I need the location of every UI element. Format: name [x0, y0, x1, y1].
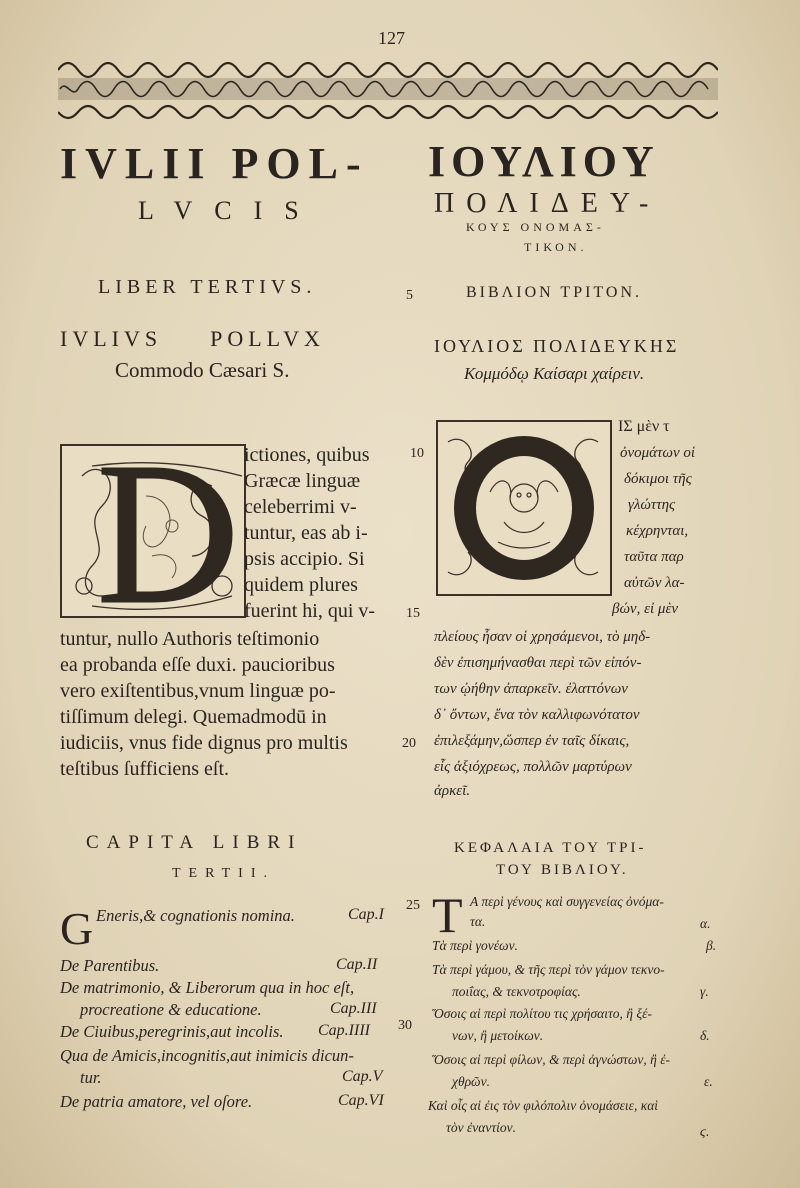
greek-subtitle-1: ΠΟΛΙΔΕΥ- [434, 188, 661, 219]
greek-line: ἀρκεῖ. [434, 783, 471, 799]
latin-line: tuntur, eas ab i- [244, 522, 368, 544]
initial-d-illustration [62, 446, 244, 616]
greek-toc-number: γ. [700, 984, 709, 999]
toc-entry: Qua de Amicis,incognitis,aut inimicis dicun- [60, 1046, 354, 1065]
greek-line: δ᾽ ὄντων, ἕνα τὸν καλλιφωνότατον [434, 707, 640, 723]
greek-chapters-heading: ΚΕΦΑΛΑΙΑ ΤΟΥ ΤΡΙ- [454, 840, 647, 856]
margin-number: 25 [406, 898, 420, 913]
latin-line: psis accipio. Si [244, 548, 365, 570]
page-number: 127 [378, 28, 405, 48]
greek-line: βών, εἰ μὲν [612, 601, 679, 617]
toc-entry-1: Eneris,& cognationis nomina. [96, 906, 295, 925]
greek-line: ταῦτα παρ [624, 549, 684, 565]
greek-line: δόκιμοι τῆς [624, 471, 692, 487]
toc-chapter-ref: Cap.IIII [318, 1022, 370, 1039]
margin-number: 20 [402, 736, 416, 751]
greek-toc-entry: Α περὶ γένους καὶ συγγενείας ὀνόμα- [470, 894, 664, 909]
margin-number: 30 [398, 1018, 412, 1033]
latin-line: ictiones, quibus [244, 444, 370, 466]
latin-line: fuerint hi, qui v- [244, 600, 376, 622]
greek-line: πλείους ἦσαν οἱ χρησάμενοι, τὸ μηδ- [434, 629, 651, 645]
greek-line: ΙΣ μὲν τ [618, 418, 670, 435]
toc-chapter-ref: Cap.V [342, 1068, 383, 1085]
greek-title: ΙΟΥΛΙΟΥ [428, 137, 660, 186]
greek-toc-entry: ποιΐας, & τεκνοτροφίας. [452, 984, 581, 999]
toc-entry: tur. [80, 1068, 102, 1087]
latin-line: tuntur, nullo Authoris teſtimonio [60, 628, 320, 650]
toc-chapter-ref: Cap.I [348, 906, 384, 923]
latin-line: tiſſimum delegi. Quemadmodū in [60, 706, 327, 728]
greek-toc-entry: χθρῶν. [452, 1074, 490, 1089]
greek-toc-entry: Τὰ περὶ γάμου, & τῆς περὶ τὸν γάμον τεκνο- [432, 962, 665, 977]
latin-title: IVLII POL- [60, 139, 369, 188]
decorated-initial-o [436, 420, 612, 596]
greek-toc-number: δ. [700, 1028, 710, 1043]
greek-toc-entry: Τὰ περὶ γονέων. [432, 938, 518, 953]
initial-o-illustration [438, 422, 610, 594]
greek-toc-number: ϛ. [700, 1124, 710, 1139]
margin-number: 10 [410, 446, 424, 461]
latin-salutation: Commodo Cæsari S. [115, 358, 290, 382]
greek-subtitle-3: ΤΙΚΟΝ. [524, 240, 588, 254]
latin-line: celeberrimi v- [244, 496, 357, 518]
toc-entry: De Ciuibus,peregrinis,aut incolis. [60, 1022, 284, 1041]
toc-entry: procreatione & educatione. [80, 1000, 262, 1019]
latin-author-line [60, 326, 400, 352]
greek-line: γλώττης [628, 497, 676, 513]
greek-line: των ᾠήθην ἀπαρκεῖν. ἐλαττόνων [434, 681, 628, 697]
latin-subtitle: LVCIS [138, 196, 321, 225]
latin-author-last: POLLVX [210, 326, 325, 351]
greek-line: ὀνομάτων οἱ [620, 445, 696, 461]
greek-toc-entry: νων, ἢ μετοίκων. [452, 1028, 544, 1043]
greek-toc-entry: Καὶ οἷς αἱ ἐις τὸν φιλόπολιν ὀνομάσειε, καὶ [428, 1098, 659, 1113]
latin-line: iudiciis, vnus fide dignus pro multis [60, 732, 348, 754]
latin-book-heading: LIBER TERTIVS. [98, 276, 317, 298]
latin-chapters-heading: CAPITA LIBRI [86, 832, 303, 853]
toc-entry: De Parentibus. [60, 956, 160, 975]
greek-toc-entry: Ὅσοις αἱ περὶ πολίτου τις χρήσαιτο, ἢ ξέ- [432, 1006, 652, 1021]
greek-subtitle-2: ΚΟΥΣ ΟΝΟΜΑΣ- [466, 220, 605, 234]
greek-line: κέχρηνται, [626, 523, 689, 539]
toc-initial-t: Τ [432, 887, 463, 943]
toc-chapter-ref: Cap.VI [338, 1092, 384, 1109]
toc-initial-g: G [60, 903, 94, 954]
latin-line: ea probanda eſſe duxi. paucioribus [60, 654, 335, 676]
greek-line: ἐπιλεξάμην,ὥσπερ ἐν ταῖς δίκαις, [434, 733, 630, 749]
latin-author-first: IVLIVS [60, 326, 163, 351]
greek-salutation: Κομμόδῳ Καίσαρι χαίρειν. [464, 364, 645, 383]
margin-number: 15 [406, 606, 420, 621]
toc-chapter-ref: Cap.II [336, 956, 378, 973]
greek-line: δὲν ἐπισημήνασθαι περὶ τῶν εἰπόν- [434, 655, 642, 671]
latin-line: quidem plures [244, 574, 358, 596]
decorated-initial-d [60, 444, 246, 618]
toc-entry: De patria amatore, vel oſore. [60, 1092, 253, 1111]
latin-line: teſtibus ſufficiens eſt. [60, 758, 230, 780]
margin-number: 5 [406, 288, 413, 303]
latin-chapters-subheading: TERTII. [172, 866, 275, 881]
greek-toc-number: α. [700, 916, 711, 931]
greek-line: εἷς ἀξιόχρεως, πολλῶν μαρτύρων [434, 759, 632, 775]
greek-toc-entry: Ὅσοις αἱ περὶ φίλων, & περὶ ἀγνώστων, ἢ ἐ- [432, 1052, 671, 1067]
greek-toc-entry: τα. [470, 914, 486, 929]
toc-chapter-ref: Cap.III [330, 1000, 377, 1017]
header-ornament [58, 52, 718, 124]
latin-line: vero exiſtentibus,vnum linguæ po- [60, 680, 336, 702]
greek-line: αὐτῶν λα- [624, 575, 685, 591]
greek-toc-entry: τὸν ἐναντίον. [446, 1120, 517, 1135]
toc-entry: De matrimonio, & Liberorum qua in hoc eſt, [60, 978, 355, 997]
latin-line: Græcæ linguæ [244, 470, 361, 492]
greek-chapters-subheading: ΤΟΥ ΒΙΒΛΙΟΥ. [496, 862, 629, 878]
greek-toc-number: β. [706, 938, 717, 953]
greek-author-line: ΙΟΥΛΙΟΣ ΠΟΛΙΔΕΥΚΗΣ [434, 336, 680, 356]
greek-toc-number: ε. [704, 1074, 713, 1089]
greek-book-heading: ΒΙΒΛΙΟΝ ΤΡΙΤΟΝ. [466, 284, 643, 301]
